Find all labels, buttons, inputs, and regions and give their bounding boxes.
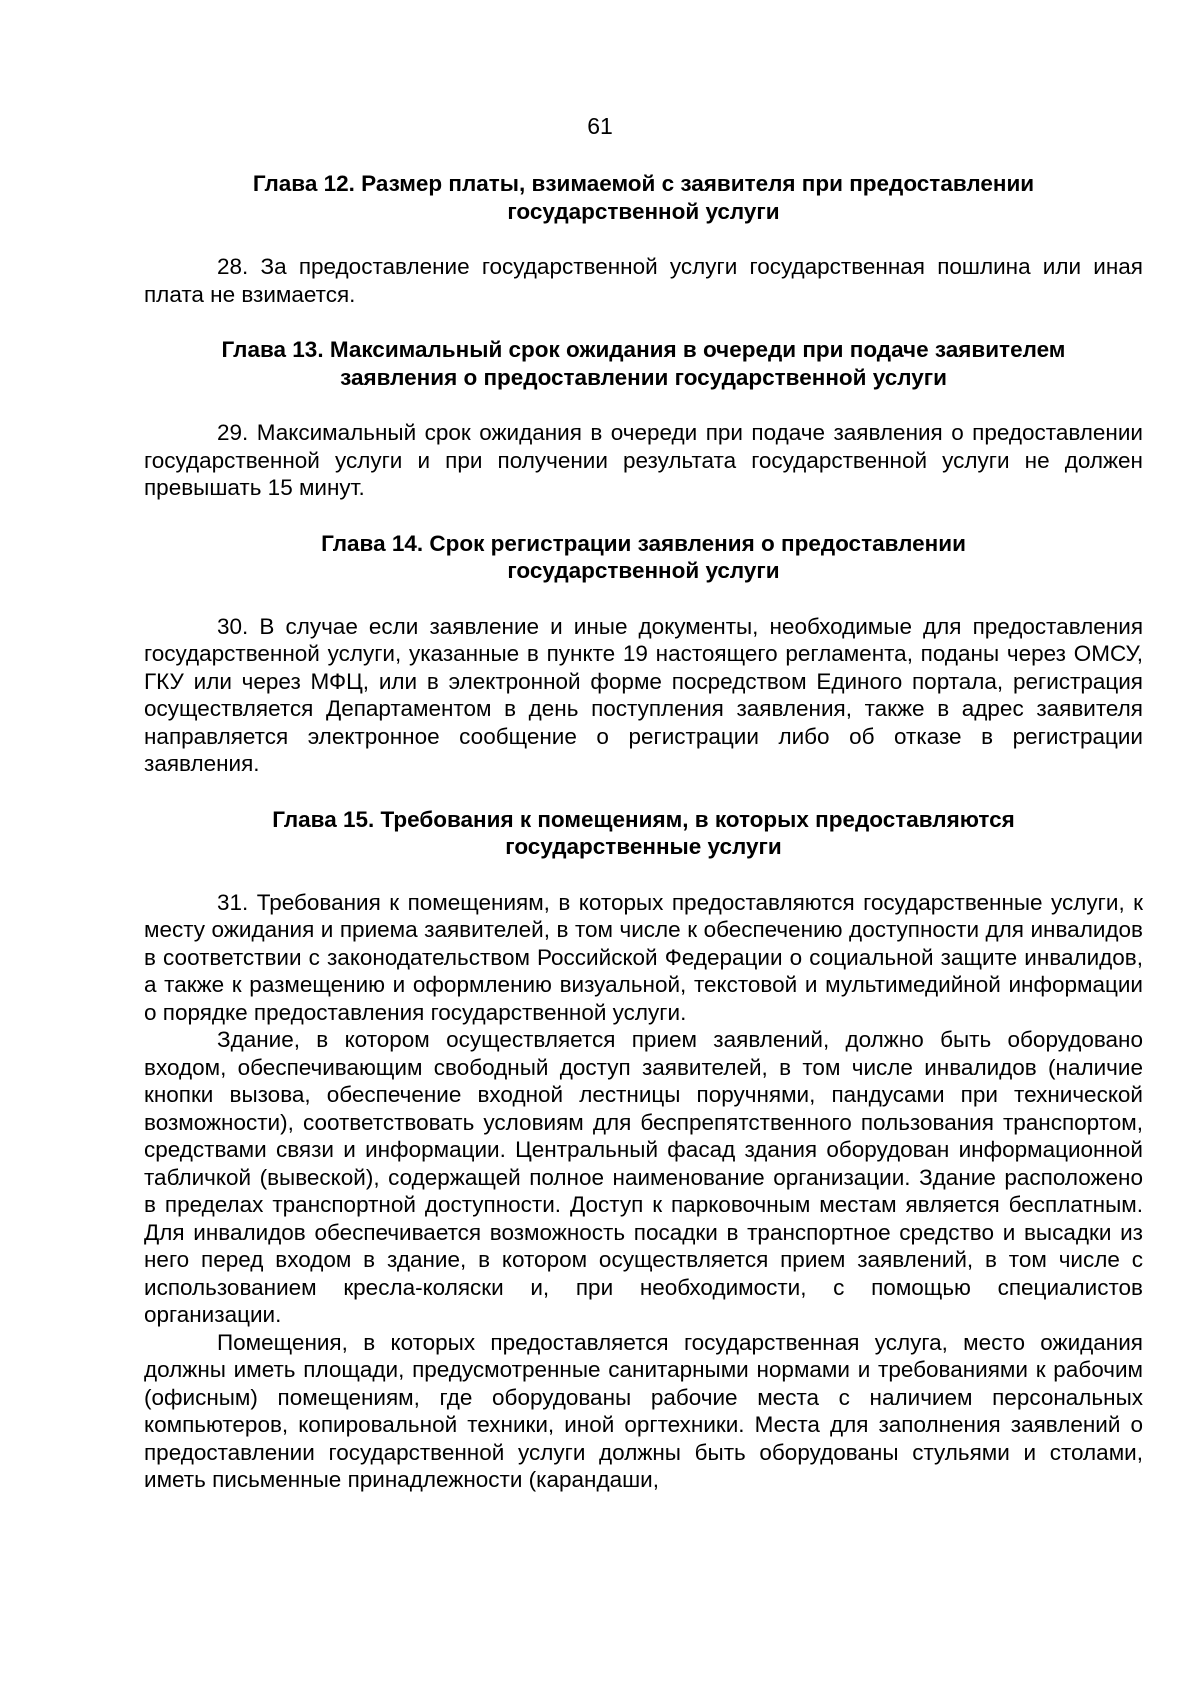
paragraph-29: 29. Максимальный срок ожидания в очереди при подаче заявления о предоставлении государственной услуги и при получении результата государственной услуги не должен превышать 15 минут. — [144, 420, 1143, 500]
chapter-12-heading — [144, 170, 1143, 225]
chapter-12-heading-line-1: Глава 12. Размер платы, взимаемой с заявителя при предоставлении — [252, 171, 1035, 196]
paragraph-31-premises: Помещения, в которых предоставляется государственная услуга, место ожидания должны иметь площади, предусмотренные санитарными нормами и требованиями к рабочим (офисным) помещениям, где оборудованы рабочие места с наличием персональных компьютеров, копировальной техники, иной оргтехники. Места для заполнения заявлений о предоставлении государственной услуги должны быть оборудованы стульями и столами, иметь письменные принадлежности (карандаши, — [144, 1329, 1143, 1492]
page-content — [144, 170, 1143, 1494]
chapter-14-heading-line-1: Глава 14. Срок регистрации заявления о предоставлении — [321, 530, 966, 556]
chapter-13-heading-line-1: Глава 13. Максимальный срок ожидания в очереди при подаче заявителем — [221, 337, 1066, 362]
paragraph-28: 28. За предоставление государственной услуги государственная пошлина или иная плата не взимается. — [144, 254, 1143, 307]
paragraph-31: 31. Требования к помещениям, в которых предоставляются государственные услуги, к месту ожидания и приема заявителей, в том числе к обеспечению доступности для инвалидов в соответствии с законодательством Российской Федерации о социальной защите инвалидов, а также к размещению и оформлению визуальной, текстовой и мультимедийной информации о порядке предоставления государственной услуги. — [144, 889, 1143, 1025]
chapter-15-heading-line-1: Глава 15. Требования к помещениям, в которых предоставляются — [272, 806, 1015, 832]
chapter-15-heading — [144, 806, 1143, 861]
chapter-13-heading-line-2: заявления о предоставлении государственной услуги — [340, 364, 947, 390]
chapter-13-heading — [144, 336, 1143, 391]
chapter-12-heading-line-2: государственной услуги — [507, 198, 780, 224]
page-number: 61 — [587, 113, 613, 139]
chapter-14-heading — [144, 530, 1143, 585]
chapter-15-heading-line-2: государственные услуги — [505, 834, 782, 859]
paragraph-30: 30. В случае если заявление и иные документы, необходимые для предоставления государственной услуги, указанные в пункте 19 настоящего регламента, поданы через ОМСУ, ГКУ или через МФЦ, или в электронной форме посредством Единого портала, регистрация осуществляется Департаментом в день поступления заявления, также в адрес заявителя направляется электронное сообщение о регистрации либо об отказе в регистрации заявления. — [144, 613, 1143, 776]
paragraph-31-building: Здание, в котором осуществляется прием заявлений, должно быть оборудовано входом, обеспечивающим свободный доступ заявителей, в том числе инвалидов (наличие кнопки вызова, обеспечение входной лестницы поручнями, пандусами при технической возможности), соответствовать условиям для беспрепятственного пользования транспортом, средствами связи и информации. Центральный фасад здания оборудован информационной табличкой (вывеской), содержащей полное наименование организации. Здание расположено в пределах транспортной доступности. Доступ к парковочным местам является бесплатным. Для инвалидов обеспечивается возможность посадки в транспортное средство и высадки из него перед входом в здание, в котором осуществляется прием заявлений, в том числе с использованием кресла-коляски и, при необходимости, с помощью специалистов организации. — [144, 1027, 1143, 1327]
chapter-14-heading-line-2: государственной услуги — [507, 558, 780, 583]
